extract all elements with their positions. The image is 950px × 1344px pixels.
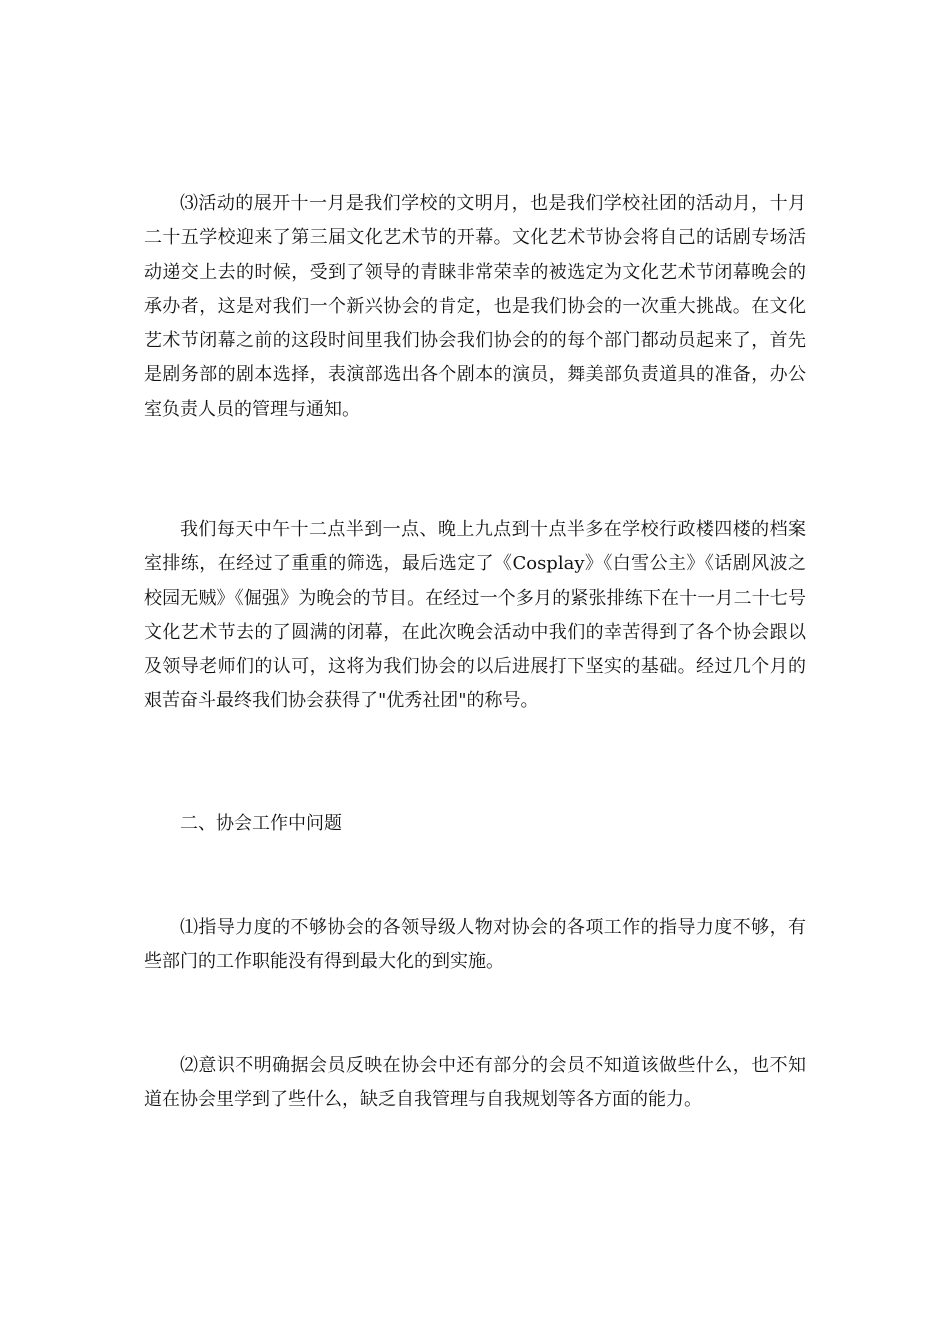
paragraph-guidance-insufficient: ⑴指导力度的不够协会的各领导级人物对协会的各项工作的指导力度不够，有些部门的工作职能没有得到最大化的到实施。	[144, 917, 806, 973]
paragraph-rehearsal-results: 我们每天中午十二点半到一点、晚上九点到十点半多在学校行政楼四楼的档案室排练，在经过了重重的筛选，最后选定了《Cosplay》《白雪公主》《话剧风波之校园无贼》《倔强》为晚会的节目。在经过一个多月的紧张排练下在十一月二十七号文化艺术节去的了圆满的闭幕，在此次晚会活动中我们的幸苦得到了各个协会跟以及领导老师们的认可，这将为我们协会的以后进展打下坚实的基础。经过几个月的艰苦奋斗最终我们协会获得了"优秀社团"的称号。	[144, 519, 806, 712]
section-heading-problems: 二、协会工作中问题	[180, 813, 342, 834]
paragraph-awareness-unclear: ⑵意识不明确据会员反映在协会中还有部分的会员不知道该做些什么，也不知道在协会里学到了些什么，缺乏自我管理与自我规划等各方面的能力。	[144, 1055, 806, 1111]
paragraph-activity-development: ⑶活动的展开十一月是我们学校的文明月，也是我们学校社团的活动月，十月二十五学校迎来了第三届文化艺术节的开幕。文化艺术节协会将自己的话剧专场活动递交上去的时候，受到了领导的青睐非常荣幸的被选定为文化艺术节闭幕晚会的承办者，这是对我们一个新兴协会的肯定，也是我们协会的一次重大挑战。在文化艺术节闭幕之前的这段时间里我们协会我们协会的的每个部门都动员起来了，首先是剧务部的剧本选择，表演部选出各个剧本的演员，舞美部负责道具的准备，办公室负责人员的管理与通知。	[144, 193, 806, 420]
